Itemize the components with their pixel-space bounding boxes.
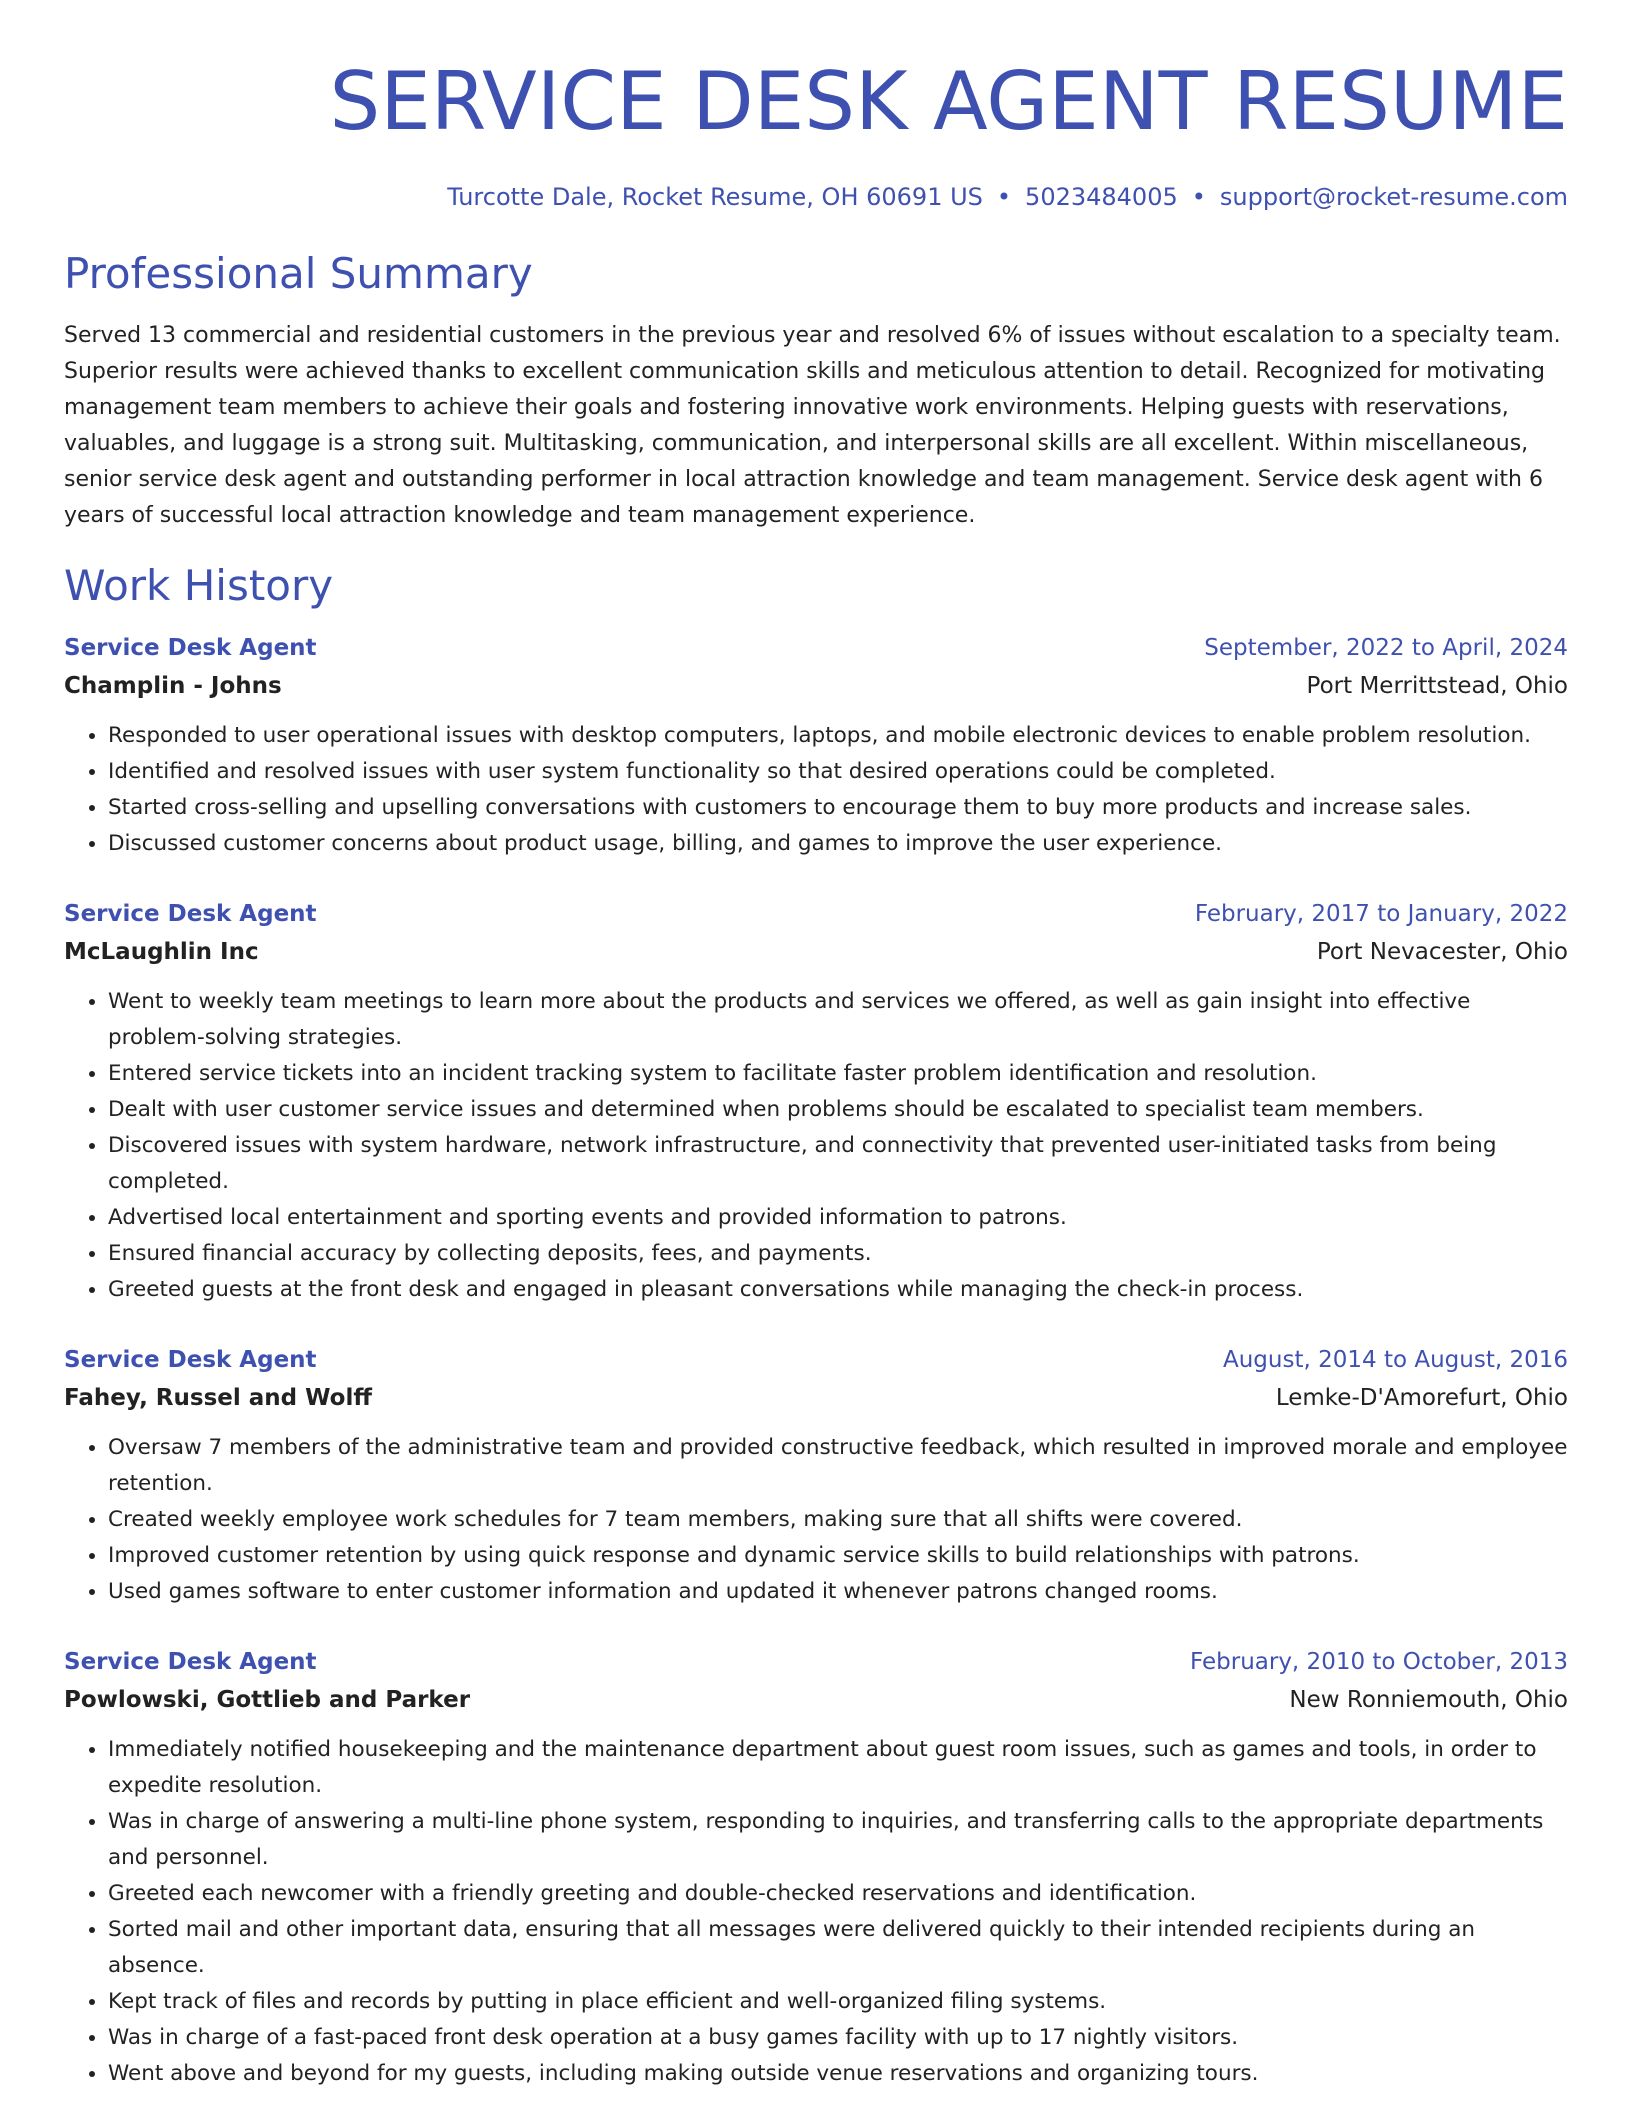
job-bullet: • Advertised local entertainment and sporting events and provided information to patrons.	[108, 1200, 1568, 1236]
job-bullet: • Kept track of files and records by putting in place efficient and well-organized filing systems.	[108, 1984, 1568, 2020]
contact-line	[64, 182, 1568, 212]
job-location: Port Nevacester, Ohio	[1316, 939, 1568, 965]
contact-phone: 5023484005	[1025, 183, 1178, 211]
job-bullet: • Dealt with user customer service issues and determined when problems should be escalated to specialist team members.	[108, 1092, 1568, 1128]
job-bullet: • Ensured financial accuracy by collecting deposits, fees, and payments.	[108, 1236, 1568, 1272]
job-company: Fahey, Russel and Wolff	[64, 1385, 372, 1411]
job-bullet: • Identified and resolved issues with user system functionality so that desired operations could be completed.	[108, 754, 1568, 790]
job-dates: September, 2022 to April, 2024	[1204, 635, 1568, 661]
job-bullet: • Started cross-selling and upselling conversations with customers to encourage them to buy more products and increase sales.	[108, 790, 1568, 826]
summary-text: Served 13 commercial and residential customers in the previous year and resolved 6% of issues without escalation to a specialty team. Superior results were achieved thanks to excellent communication skills and meticulous attention to detail. Recognized for motivating management team members to achieve their goals and fostering innovative work environments. Helping guests with reservations, valuables, and luggage is a strong suit. Multitasking, communication, and interpersonal skills are all excellent. Within miscellaneous, senior service desk agent and outstanding performer in local attraction knowledge and team management. Service desk agent with 6 years of successful local attraction knowledge and team management experience.	[64, 323, 1561, 528]
job-bullet: • Greeted guests at the front desk and engaged in pleasant conversations while managing the check-in process.	[108, 1272, 1568, 1308]
contact-separator: •	[996, 183, 1012, 211]
job-bullets	[64, 718, 1568, 862]
job-bullet: • Discovered issues with system hardware, network infrastructure, and connectivity that prevented user-initiated tasks from being completed.	[108, 1128, 1568, 1200]
job-title: Service Desk Agent	[64, 901, 317, 927]
job-bullet: • Improved customer retention by using quick response and dynamic service skills to build relationships with patrons.	[108, 1538, 1568, 1574]
job-entry	[64, 1644, 1568, 2092]
job-bullet: • Greeted each newcomer with a friendly greeting and double-checked reservations and identification.	[108, 1876, 1568, 1912]
job-bullet: • Sorted mail and other important data, ensuring that all messages were delivered quickly to their intended recipients during an absence.	[108, 1912, 1568, 1984]
work-history-heading: Work History	[64, 561, 334, 610]
job-dates: February, 2010 to October, 2013	[1190, 1649, 1568, 1675]
job-company: Powlowski, Gottlieb and Parker	[64, 1687, 471, 1713]
job-location: Lemke-D'Amorefurt, Ohio	[1275, 1385, 1568, 1411]
job-bullet: • Discussed customer concerns about product usage, billing, and games to improve the user experience.	[108, 826, 1568, 862]
job-bullet: • Used games software to enter customer information and updated it whenever patrons changed rooms.	[108, 1574, 1568, 1610]
resume-title: SERVICE DESK AGENT RESUME	[329, 55, 1568, 148]
job-bullet: • Immediately notified housekeeping and the maintenance department about guest room issues, such as games and tools, in order to expedite resolution.	[108, 1732, 1568, 1804]
job-bullet: • Created weekly employee work schedules for 7 team members, making sure that all shifts were covered.	[108, 1502, 1568, 1538]
job-bullet: • Oversaw 7 members of the administrative team and provided constructive feedback, which resulted in improved morale and employee retention.	[108, 1430, 1568, 1502]
job-bullets	[64, 984, 1568, 1308]
job-bullet: • Went to weekly team meetings to learn more about the products and services we offered, as well as gain insight into effective problem-solving strategies.	[108, 984, 1568, 1056]
job-bullet: • Was in charge of a fast-paced front desk operation at a busy games facility with up to 17 nightly visitors.	[108, 2020, 1568, 2056]
job-title: Service Desk Agent	[64, 635, 317, 661]
job-entry	[64, 896, 1568, 1308]
job-bullets	[64, 1732, 1568, 2092]
job-bullet: • Was in charge of answering a multi-line phone system, responding to inquiries, and transferring calls to the appropriate departments and personnel.	[108, 1804, 1568, 1876]
job-title: Service Desk Agent	[64, 1347, 317, 1373]
job-company: McLaughlin Inc	[64, 939, 259, 965]
job-dates: August, 2014 to August, 2016	[1223, 1347, 1568, 1373]
contact-separator: •	[1191, 183, 1206, 211]
job-bullets	[64, 1430, 1568, 1610]
contact-email: support@rocket-resume.com	[1219, 183, 1568, 211]
job-entry	[64, 1342, 1568, 1610]
job-dates: February, 2017 to January, 2022	[1194, 901, 1568, 927]
job-location: New Ronniemouth, Ohio	[1289, 1687, 1568, 1713]
job-title: Service Desk Agent	[64, 1649, 317, 1675]
job-bullet: • Went above and beyond for my guests, including making outside venue reservations and organizing tours.	[108, 2056, 1568, 2092]
job-entry	[64, 630, 1568, 862]
summary-heading: Professional Summary	[64, 249, 533, 298]
job-bullet: • Responded to user operational issues with desktop computers, laptops, and mobile electronic devices to enable problem resolution.	[108, 718, 1568, 754]
contact-address: Turcotte Dale, Rocket Resume, OH 60691 US	[447, 183, 983, 211]
job-company: Champlin - Johns	[64, 673, 282, 699]
job-location: Port Merrittstead, Ohio	[1306, 673, 1568, 699]
job-bullet: • Entered service tickets into an incident tracking system to facilitate faster problem identification and resolution.	[108, 1056, 1568, 1092]
